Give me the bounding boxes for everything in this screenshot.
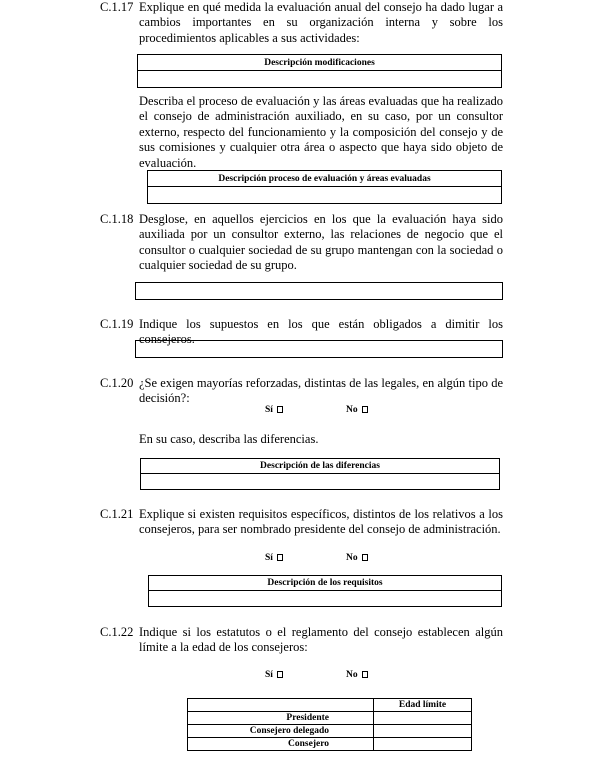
followup-text-c117: Describa el proceso de evaluación y las áreas evaluadas que ha realizado el consejo de administración auxiliado, en su caso, por un consultor externo, respecto del funcionamiento y la composición del consejo y de sus comisiones y cualquier otra área o aspecto que haya sido objeto de evaluación. (139, 94, 503, 170)
no-checkbox[interactable] (362, 671, 368, 678)
description-box-proceso[interactable] (147, 170, 502, 204)
table-row (188, 738, 472, 751)
description-box-requisitos[interactable] (148, 575, 502, 607)
section-number-c121: C.1.21 (100, 507, 134, 521)
question-text-c121: Explique si existen requisitos específicos, distintos de los relativos a los consejeros, para ser nombrado presidente del consejo de administración. (139, 507, 503, 537)
no-option[interactable] (346, 553, 368, 563)
no-option[interactable] (346, 405, 368, 415)
no-label: No (346, 553, 358, 563)
age-value-cell[interactable] (374, 712, 472, 725)
row-label: Consejero delegado (188, 725, 374, 738)
table-row (188, 725, 472, 738)
row-label: Consejero (188, 738, 374, 751)
yes-checkbox[interactable] (277, 406, 283, 413)
box-header: Descripción proceso de evaluación y áreas evaluadas (148, 171, 501, 187)
box-header: Descripción de las diferencias (141, 459, 499, 474)
age-limit-table (187, 698, 472, 751)
no-label: No (346, 405, 358, 415)
section-number-c120: C.1.20 (100, 376, 134, 390)
box-header: Descripción de los requisitos (149, 576, 501, 591)
header-edad-limite: Edad límite (374, 699, 472, 712)
yes-option[interactable] (265, 670, 283, 680)
section-number-c119: C.1.19 (100, 317, 134, 331)
question-text-c122: Indique si los estatutos o el reglamento del consejo establecen algún límite a la edad de los consejeros: (139, 625, 503, 655)
description-box-modificaciones[interactable] (137, 54, 502, 88)
no-checkbox[interactable] (362, 406, 368, 413)
description-box-diferencias[interactable] (140, 458, 500, 490)
question-text-c117: Explique en qué medida la evaluación anual del consejo ha dado lugar a cambios importantes en su organización interna y sobre los procedimientos aplicables a sus actividades: (139, 0, 503, 45)
yes-option[interactable] (265, 553, 283, 563)
question-text-c119: Indique los supuestos en los que están obligados a dimitir los consejeros. (139, 317, 503, 347)
age-value-cell[interactable] (374, 738, 472, 751)
table-row (188, 712, 472, 725)
section-number-c118: C.1.18 (100, 212, 134, 226)
section-number-c122: C.1.22 (100, 625, 134, 639)
yes-label: Sí (265, 405, 273, 415)
section-number-c117: C.1.17 (100, 0, 134, 14)
yes-checkbox[interactable] (277, 671, 283, 678)
no-option[interactable] (346, 670, 368, 680)
box-header: Descripción modificaciones (138, 55, 501, 71)
answer-box-c119[interactable] (135, 340, 503, 358)
row-label: Presidente (188, 712, 374, 725)
followup-text-c120: En su caso, describa las diferencias. (139, 432, 319, 446)
answer-box-c118[interactable] (135, 282, 503, 300)
yes-label: Sí (265, 670, 273, 680)
question-text-c120: ¿Se exigen mayorías reforzadas, distintas de las legales, en algún tipo de decisión?: (139, 376, 503, 406)
question-text-c118: Desglose, en aquellos ejercicios en los que la evaluación haya sido auxiliada por un consultor externo, las relaciones de negocio que el consultor o cualquier sociedad de su grupo mantengan con la sociedad o cualquier sociedad de su grupo. (139, 212, 503, 273)
yes-option[interactable] (265, 405, 283, 415)
yes-checkbox[interactable] (277, 554, 283, 561)
header-empty-cell (188, 699, 374, 712)
age-value-cell[interactable] (374, 725, 472, 738)
table-header-row (188, 699, 472, 712)
no-label: No (346, 670, 358, 680)
no-checkbox[interactable] (362, 554, 368, 561)
yes-label: Sí (265, 553, 273, 563)
